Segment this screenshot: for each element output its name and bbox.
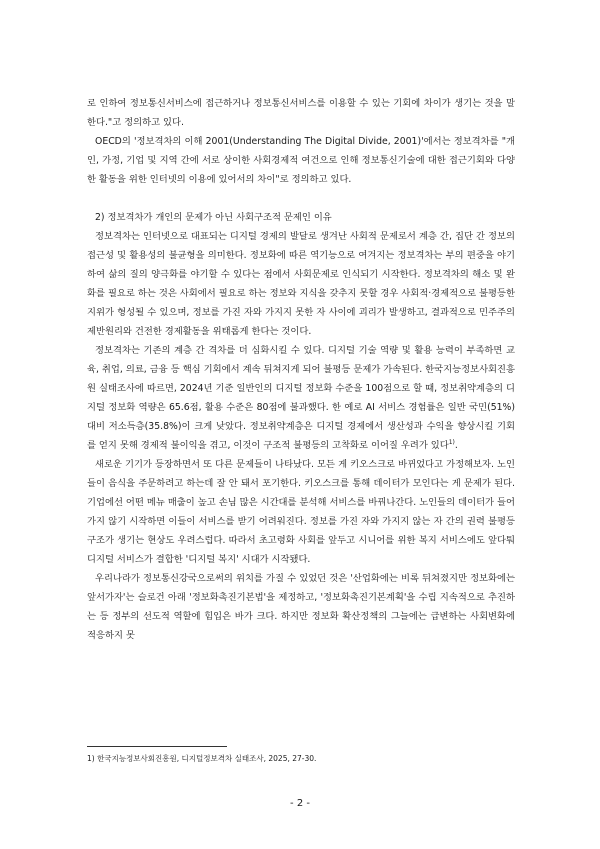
paragraph-inequality	[87, 341, 515, 455]
footnote-divider	[87, 746, 227, 747]
paragraph-inequality-text: 정보격차는 기존의 계층 간 격차를 더 심화시킬 수 있다. 디지털 기술 역량 및 활용 능력이 부족하면 교육, 취업, 의료, 금융 등 핵심 기회에서 계속 뒤쳐지게 되어 불평등 문제가 가속된다. 한국지능정보사회진흥원 실태조사에 따르면, 2024년 기준 일반인의 디지털 정보화 수준을 100점으로 할 때, 정보취약계층의 디지털 정보화 역량은 65.6점, 활용 수준은 80점에 불과했다. 한 예로 AI 서비스 경험률은 일반 국민(51%) 대비 저소득층(35.8%)이 크게 낮았다. 정보취약계층은 디지털 경제에서 생산성과 수익을 향상시킬 기회를 얻지 못해 경제적 불이익을 겪고, 이것이 구조적 불평등의 고착화로 이어질 우려가 있다	[87, 345, 515, 451]
paragraph-oecd-definition: OECD의 '정보격차의 이해 2001(Understanding The Digital Divide, 2001)'에서는 정보격차를 "개인, 가정, 기업 및 지역 간에 서로 상이한 사회경제적 여건으로 인해 정보통신기술에 대한 접근기회와 다양한 활동을 위한 인터넷의 이용에 있어서의 차이"로 정의하고 있다.	[87, 136, 515, 185]
paragraph-gap	[87, 189, 515, 208]
paragraph-inequality-end: .	[454, 440, 458, 451]
paragraph-continuation: 로 인하여 정보통신서비스에 접근하거나 정보통신서비스를 이용할 수 있는 기회에 차이가 생기는 것을 말한다."고 정의하고 있다.	[87, 98, 515, 128]
paragraph-kiosk: 새로운 기기가 등장하면서 또 다른 문제들이 나타났다. 모든 게 키오스크로 바뀌었다고 가정해보자. 노인들이 음식을 주문하려고 하는데 잘 안 돼서 포기한다. 키오스크를 통해 데이터가 모인다는 게 문제가 된다. 기업에선 어떤 메뉴 매출이 높고 손님 많은 시간대를 분석해 서비스를 바꿔나간다. 노인들의 데이터가 들어가지 않기 시작하면 이들이 서비스를 받기 어려워진다. 정보를 가진 자와 가지지 않는 자 간의 권력 불평등 구조가 생기는 현상도 우려스럽다. 따라서 초고령화 사회를 앞두고 시니어를 위한 복지 서비스에도 앞다퉈 디지털 서비스가 결합한 '디지털 복지' 시대가 시작됐다.	[87, 459, 515, 565]
page-number: - 2 -	[290, 798, 310, 809]
paragraph-digital-divide-meaning: 정보격차는 인터넷으로 대표되는 디지털 경제의 발달로 생겨난 사회적 문제로서 계층 간, 집단 간 정보의 접근성 및 활용성의 불균형을 의미한다. 정보화에 따른 역기능으로 여겨지는 정보격차는 부의 편중을 야기하여 삶의 질의 양극화를 야기할 수 있다는 점에서 사회문제로 인식되기 시작한다. 정보격차의 해소 및 완화를 필요로 하는 것은 사회에서 필요로 하는 정보와 지식을 갖추지 못할 경우 사회적·경제적으로 불평등한 지위가 형성될 수 있으며, 정보를 가진 자와 가지지 못한 자 사이에 괴리가 발생하고, 결과적으로 민주주의 제반원리와 건전한 경제활동을 위태롭게 한다는 것이다.	[87, 231, 515, 337]
footnote-reference[interactable]: 1)	[448, 439, 455, 446]
paragraph-korea-policy: 우리나라가 정보통신강국으로써의 위치를 가질 수 있었던 것은 '산업화에는 비록 뒤쳐졌지만 정보화에는 앞서가자'는 슬로건 아래 '정보화촉진기본법'을 제정하고, '정보화촉진기본계획'을 수립 지속적으로 추진하는 등 정부의 선도적 역할에 힘입은 바가 크다. 하지만 정보화 확산정책의 그늘에는 급변하는 사회변화에 적응하지 못	[87, 573, 515, 641]
footnote: 1) 한국지능정보사회진흥원, 디지털정보격차 실태조사, 2025, 27-30.	[87, 754, 317, 763]
body-text	[87, 94, 515, 645]
section-heading: 2) 정보격차가 개인의 문제가 아닌 사회구조적 문제인 이유	[95, 212, 332, 223]
